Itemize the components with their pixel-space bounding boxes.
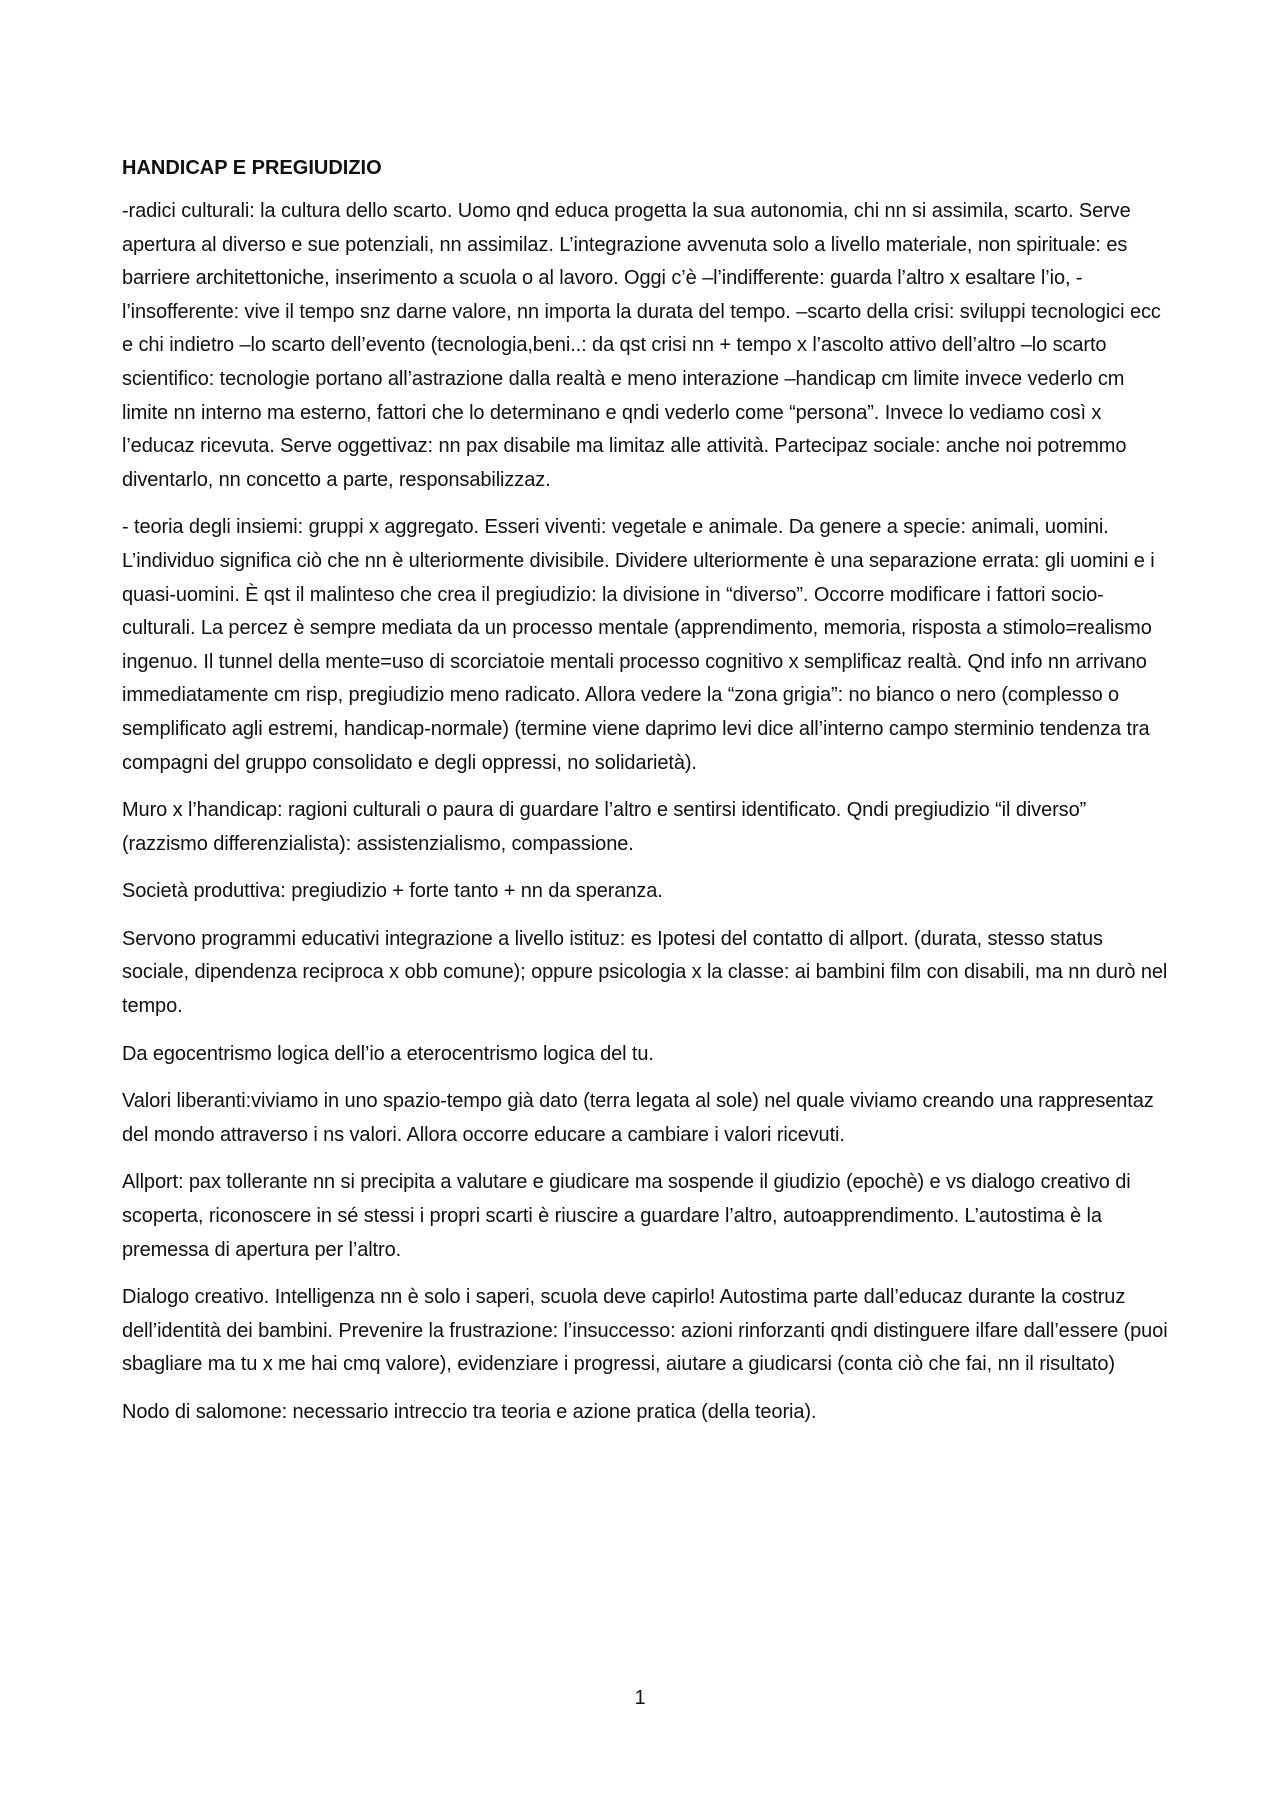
paragraph-dialogo-creativo: Dialogo creativo. Intelligenza nn è solo i saperi, scuola deve capirlo! Autostima parte dall’educaz durante la costruz dell’identità dei bambini. Prevenire la frustrazione: l’insuccesso: azioni rinforzanti qndi distinguere ilfare dall’essere (puoi sbagliare ma tu x me hai cmq valore), evidenziare i progressi, aiutare a giudicarsi (conta ciò che fai, nn il risultato) xyxy=(122,1286,1168,1376)
paragraph-valori-liberanti: Valori liberanti:viviamo in uno spazio-tempo già dato (terra legata al sole) nel quale viviamo creando una rappresentaz del mondo attraverso i ns valori. Allora occorre educare a cambiare i valori ricevuti. xyxy=(122,1090,1154,1146)
paragraph-teoria-insiemi: - teoria degli insiemi: gruppi x aggregato. Esseri viventi: vegetale e animale. Da genere a specie: animali, uomini. L’individuo significa ciò che nn è ulteriormente divisibile. Dividere ulteriormente è una separazione errata: gli uomini e i quasi-uomini. È qst il malinteso che crea il pregiudizio: la divisione in “diverso”. Occorre modificare i fattori socio-culturali. La percez è sempre mediata da un processo mentale (apprendimento, memoria, risposta a stimolo=realismo ingenuo. Il tunnel della mente=uso di scorciatoie mentali processo cognitivo x semplificaz realtà. Qnd info nn arrivano immediatamente cm risp, pregiudizio meno radicato. Allora vedere la “zona grigia”: no bianco o nero (complesso o semplificato agli estremi, handicap-normale) (termine viene daprimo levi dice all’interno campo sterminio tendenza tra compagni del gruppo consolidato e degli oppressi, no solidarietà). xyxy=(122,516,1155,774)
paragraph-radici-culturali: -radici culturali: la cultura dello scarto. Uomo qnd educa progetta la sua autonomia, chi nn si assimila, scarto. Serve apertura al diverso e sue potenziali, nn assimilaz. L’integrazione avvenuta solo a livello materiale, non spirituale: es barriere architettoniche, inserimento a scuola o al lavoro. Oggi c’è –l’indifferente: guarda l’altro x esaltare l’io, -l’insofferente: vive il tempo snz darne valore, nn importa la durata del tempo. –scarto della crisi: sviluppi tecnologici ecc e chi indietro –lo scarto dell’evento (tecnologia,beni..: da qst crisi nn + tempo x l’ascolto attivo dell’altro –lo scarto scientifico: tecnologie portano all’astrazione dalla realtà e meno interazione –handicap cm limite invece vederlo cm limite nn interno ma esterno, fattori che lo determinano e qndi vederlo come “persona”. Invece lo vediamo così x l’educaz ricevuta. Serve oggettivaz: nn pax disabile ma limitaz alle attività. Partecipaz sociale: anche noi potremmo diventarlo, nn concetto a parte, responsabilizzaz. xyxy=(122,200,1161,491)
paragraph-allport: Allport: pax tollerante nn si precipita a valutare e giudicare ma sospende il giudizio (epochè) e vs dialogo creativo di scoperta, riconoscere in sé stessi i propri scarti è riuscire a guardare l’altro, autoapprendimento. L’autostima è la premessa di apertura per l’altro. xyxy=(122,1171,1131,1261)
paragraph-programmi-educativi: Servono programmi educativi integrazione a livello istituz: es Ipotesi del contatto di allport. (durata, stesso status sociale, dipendenza reciproca x obb comune); oppure psicologia x la classe: ai bambini film con disabili, ma nn durò nel tempo. xyxy=(122,927,1168,1018)
document-page xyxy=(122,152,1172,1444)
document-title: HANDICAP E PREGIUDIZIO xyxy=(122,157,382,179)
page-number: 1 xyxy=(634,1687,646,1709)
paragraph-muro-handicap: Muro x l’handicap: ragioni culturali o paura di guardare l’altro e sentirsi identificato. Qndi pregiudizio “il diverso” (razzismo differenzialista): assistenzialismo, compassione. xyxy=(122,799,1087,855)
paragraph-egocentrismo: Da egocentrismo logica dell’io a eterocentrismo logica del tu. xyxy=(122,1042,654,1065)
paragraph-nodo-salomone: Nodo di salomone: necessario intreccio tra teoria e azione pratica (della teoria). xyxy=(122,1401,817,1423)
paragraph-societa-produttiva: Società produttiva: pregiudizio + forte tanto + nn da speranza. xyxy=(122,880,663,903)
